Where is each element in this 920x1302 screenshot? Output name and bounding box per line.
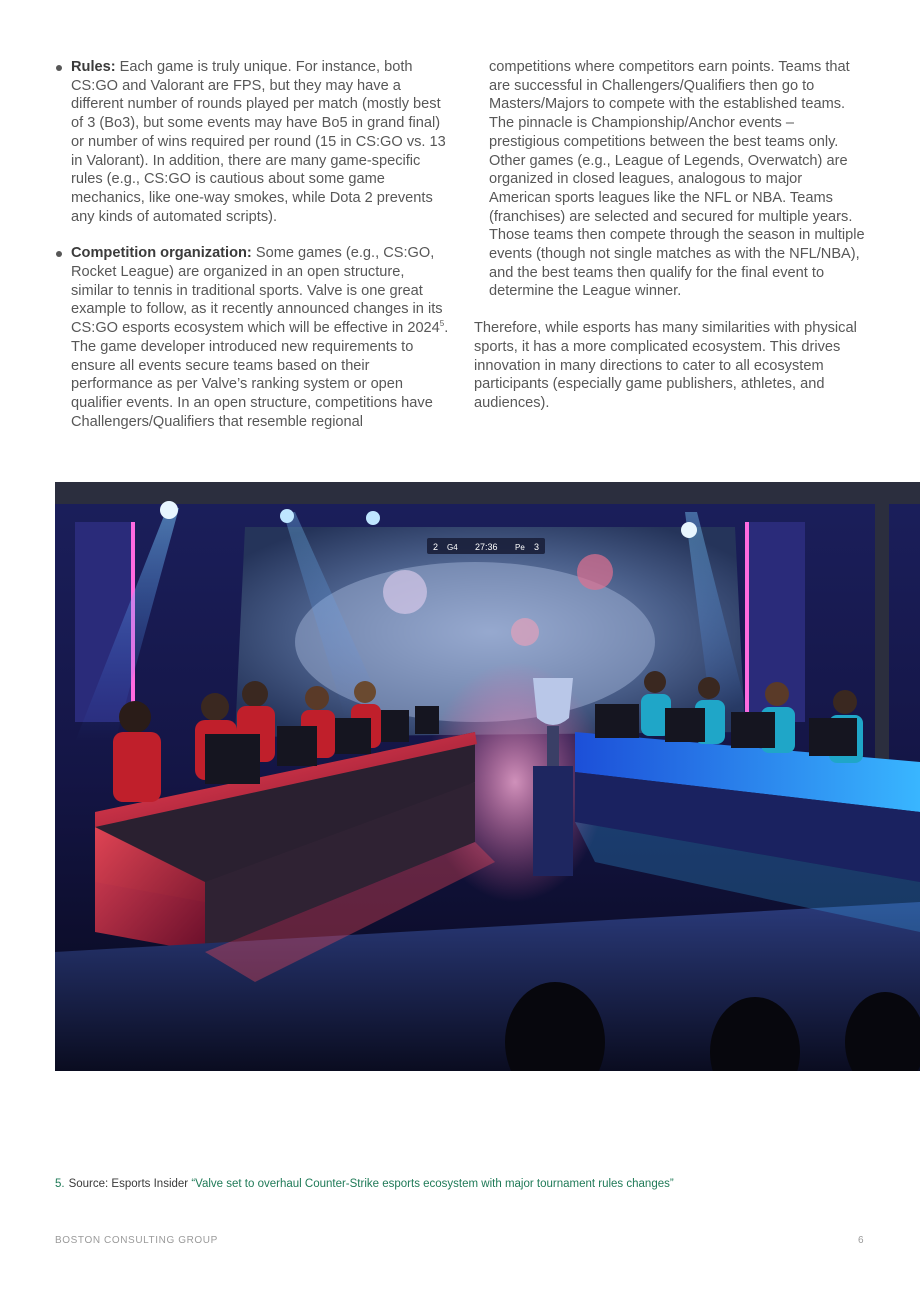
competition-continuation: competitions where competitors earn points. Teams that are successful in Challengers/Qualifiers then go to Masters/Majors to compete with the established teams. The pinnacle is Championship/Anchor events – prestigious competitions between the best teams only. Other games (e.g., League of Legends, Overwatch) are organized in closed leagues, analogous to major American sports leagues like the NFL or NBA. Teams (franchises) are selected and secured for multiple years. Those teams then compete through the season in multiple events (though not single matches as with the NFL/NBA), and the best teams then qualify for the final event to determine the League winner. xyxy=(489,59,865,300)
scoreboard-left-score: 2 xyxy=(433,542,439,552)
conclusion-paragraph: Therefore, while esports has many similarities with physical sports, it has a more complicated ecosystem. This drives innovation in many directions to cater to all ecosystem participants (especially game publishers, athletes, and audiences). xyxy=(474,320,857,411)
competition-text-rest: . The game developer introduced new requirements to ensure all events secure teams based on their performance as per Valve’s ranking system or open qualifier events. In an open structure, competitions have Challengers/Qualifiers that resemble regional xyxy=(71,320,449,430)
left-column xyxy=(55,58,450,431)
bullet-dot-icon xyxy=(56,65,62,71)
footnote-ref-5[interactable]: 5 xyxy=(439,319,445,329)
rules-lead: Rules: xyxy=(71,59,116,75)
footnote-source: Source: Esports Insider xyxy=(68,1178,192,1190)
bullet-dot-icon xyxy=(56,251,62,257)
page-number: 6 xyxy=(858,1235,864,1246)
rules-text: Each game is truly unique. For instance, both CS:GO and Valorant are FPS, but they may have a different number of rounds played per match (mostly best of 3 (Bo3), but some events may have Bo5 in grand final) or number of wins required per round (15 in CS:GO vs. 13 in Valorant). In addition, there are many game-specific rules (e.g., CS:GO is cautious about some game mechanics, like one-way smokes, while Dota 2 prevents any kinds of automated scripts). xyxy=(71,59,446,225)
esports-arena-photo xyxy=(55,482,920,1071)
competition-lead: Competition organization: xyxy=(71,245,252,262)
competition-text: Some games (e.g., CS:GO, Rocket League) are organized in an open structure, similar to tennis in traditional sports. Valve is one great example to follow, as it recently announced changes in its CS:GO esports ecosystem which will be effective in 2024 xyxy=(71,245,443,337)
footnote-link[interactable]: “Valve set to overhaul Counter-Strike esports ecosystem with major tournament rules changes” xyxy=(191,1178,674,1190)
rules-bullet xyxy=(55,58,450,226)
scoreboard-time: 27:36 xyxy=(475,542,498,552)
right-column xyxy=(474,58,866,413)
competition-bullet xyxy=(55,244,450,431)
scoreboard-left-team: G4 xyxy=(447,543,458,552)
scoreboard-right-team: Pe xyxy=(515,543,525,552)
scoreboard-right-score: 3 xyxy=(534,542,540,552)
footnote xyxy=(55,1178,674,1190)
footer-org: BOSTON CONSULTING GROUP xyxy=(55,1235,218,1246)
footnote-number: 5. xyxy=(55,1178,65,1190)
